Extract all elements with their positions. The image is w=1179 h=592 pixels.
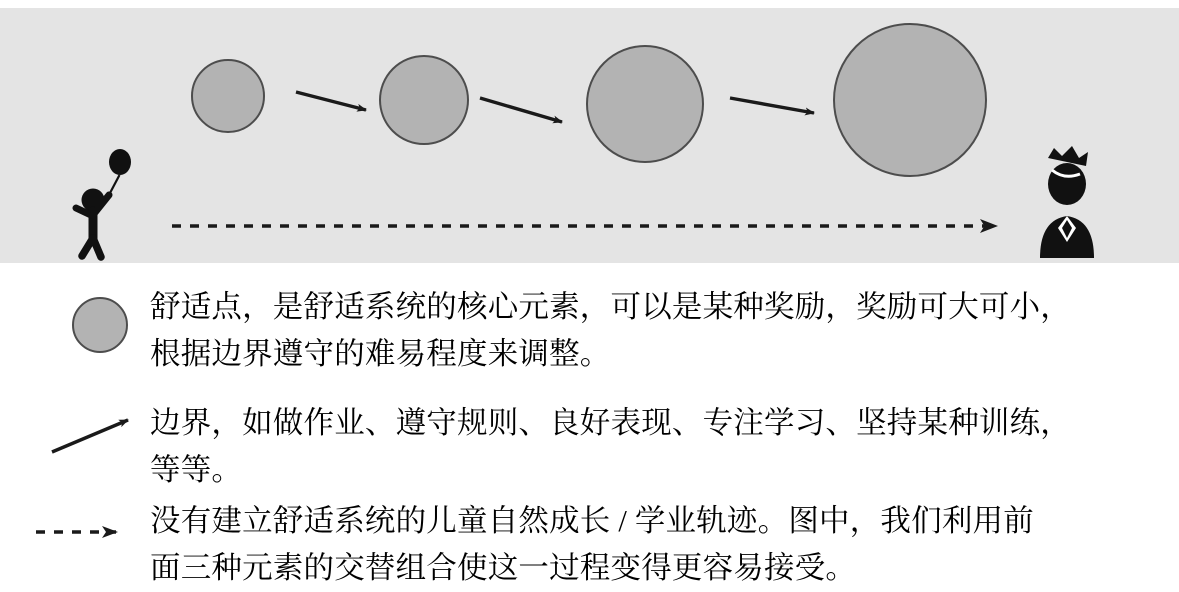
dashed-arrow-icon: [32, 510, 150, 554]
legend-line: 舒适点，是舒适系统的核心元素，可以是某种奖励，奖励可大可小，: [150, 290, 1071, 324]
legend-text-natural-growth: [150, 498, 1179, 592]
boundary-arrow-3: [730, 98, 814, 113]
legend-line: 等等。: [150, 453, 243, 487]
child-with-balloon-figure: [76, 149, 131, 257]
legend-key-arrow: [0, 400, 150, 464]
legend-text-comfort-point: [150, 284, 1179, 378]
legend-item-natural-growth: [0, 498, 1179, 592]
comfort-point-4: [834, 24, 986, 176]
legend-key-circle: [0, 284, 150, 348]
boundary-arrow-2: [480, 98, 562, 122]
legend-item-comfort-point: [0, 284, 1179, 378]
gray-circle-icon: [68, 294, 138, 356]
diagram-panel: [0, 8, 1179, 263]
comfort-point-2: [380, 56, 468, 144]
legend-item-boundary: [0, 400, 1179, 494]
legend-line: 根据边界遵守的难易程度来调整。: [150, 337, 611, 371]
growth-diagram: [0, 8, 1179, 263]
legend-line: 边界，如做作业、遵守规则、良好表现、专注学习、坚持某种训练，: [150, 406, 1071, 440]
legend-key-dashed-arrow: [0, 498, 150, 562]
graduate-figure: [1040, 146, 1094, 258]
comfort-point-1: [192, 60, 264, 132]
legend-text-boundary: [150, 400, 1179, 494]
legend: [0, 272, 1179, 585]
legend-line: 面三种元素的交替组合使这一过程变得更容易接受。: [150, 551, 857, 585]
solid-arrow-icon: [44, 408, 154, 464]
legend-line: 没有建立舒适系统的儿童自然成长 / 学业轨迹。图中，我们利用前: [150, 504, 1034, 538]
comfort-point-3: [587, 46, 703, 162]
boundary-arrow-1: [296, 92, 366, 110]
